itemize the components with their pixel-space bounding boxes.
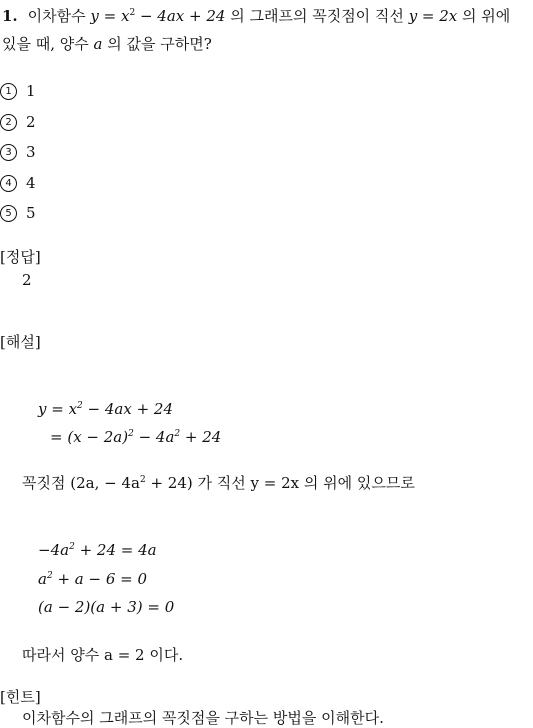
question-line-1: 1. 이차함수 $y = x^2 - 4ax + 24$ 의 그래프의 꼭짓점이 직선 y = 2x 의 위에 [2,7,511,25]
choice-value: 5 [26,204,36,222]
vertex-statement: 꼭짓점 (2a, − $4a^2 + 24$) 가 직선 y = 2x 의 위에 있으므로 [22,474,415,492]
answer-label: [정답] [0,248,41,266]
choice-value: 2 [26,113,36,131]
choice-value: 3 [26,143,36,161]
choice-2[interactable] [0,110,36,132]
choice-marker-icon: 2 [0,114,17,131]
choice-4[interactable] [0,171,36,193]
choice-value: 4 [26,174,36,192]
choice-value: 1 [26,82,36,100]
equation-line-1: $y = x^2 - 4ax + 24$ [38,400,174,418]
equation-line-4: $a^2 + a - 6 = 0$ [38,570,148,588]
answer-value: 2 [22,271,32,289]
hint-label: [힌트] [0,688,41,706]
choice-5[interactable] [0,201,36,223]
choice-marker-icon: 4 [0,175,17,192]
hint-text: 이차함수의 그래프의 꼭짓점을 구하는 방법을 이해한다. [22,709,384,727]
choice-marker-icon: 3 [0,144,17,161]
choice-1[interactable] [0,79,36,101]
choice-3[interactable] [0,140,36,162]
question-number: 1. [2,7,18,25]
question-line-2: 있을 때, 양수 a 의 값을 구하면? [2,35,212,53]
choice-marker-icon: 1 [0,83,17,100]
equation-line-2: = $(x - 2a)^2 - 4a^2 + 24$ [50,428,222,446]
question-text [2,2,530,58]
equation-line-3: $-4a^2 + 24 = 4a$ [38,541,157,559]
conclusion-text: 따라서 양수 a = 2 이다. [22,646,184,664]
choice-marker-icon: 5 [0,205,17,222]
equation-line-5: (a − 2)(a + 3) = 0 [38,598,175,616]
explanation-label: [해설] [0,333,41,351]
